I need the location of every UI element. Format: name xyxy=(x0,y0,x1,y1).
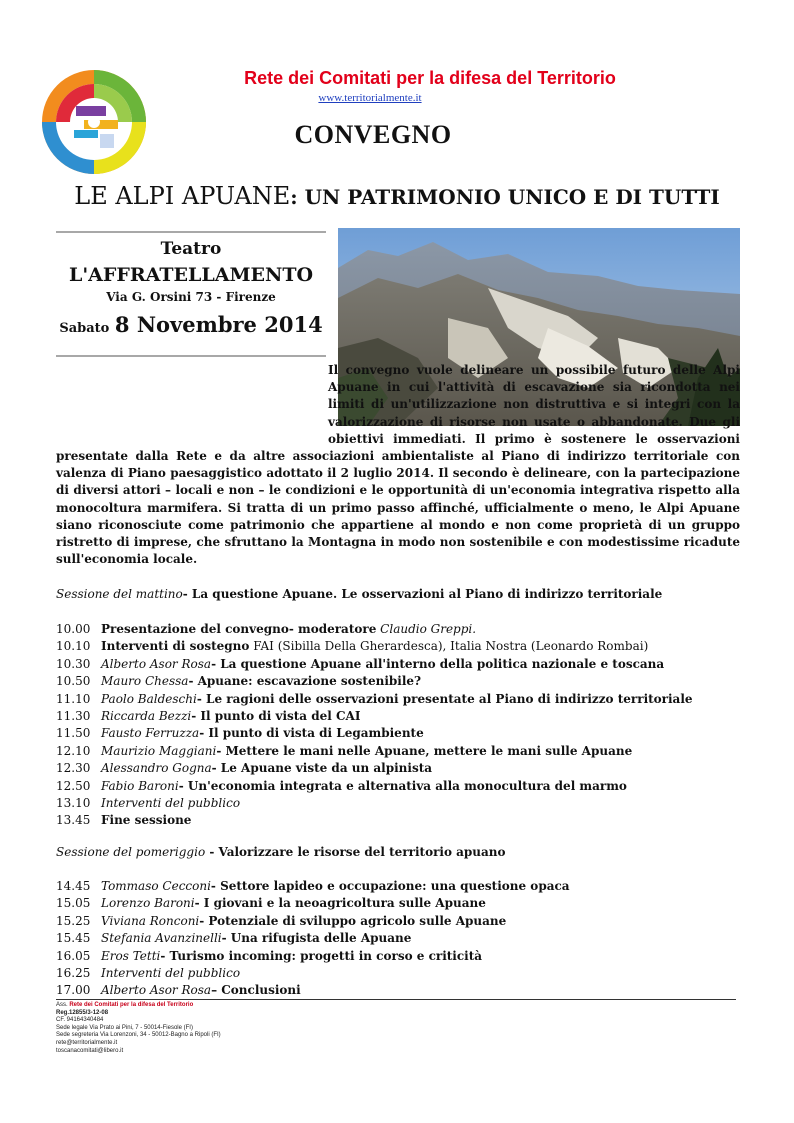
program-speaker: Fabio Baroni xyxy=(101,778,179,793)
event-date xyxy=(56,312,326,342)
program-title: - Una rifugista delle Apuane xyxy=(221,931,412,946)
program-title: Presentazione del convegno- moderatore xyxy=(101,622,377,636)
program-title: - Il punto di vista di Legambiente xyxy=(199,726,424,741)
divider-top xyxy=(56,231,326,233)
program-title: - Mettere le mani nelle Apuane, mettere le mani sulle Apuane xyxy=(216,743,633,758)
program-time: 12.30 xyxy=(56,761,91,776)
program-title: Fine sessione xyxy=(101,813,192,828)
morning-session-title: - La questione Apuane. Le osservazioni al Piano di indirizzo territoriale xyxy=(182,587,663,601)
program-speaker: FAI (Sibilla Della Gherardesca), Italia Nostra (Leonardo Rombai) xyxy=(253,639,649,654)
program-row xyxy=(56,965,756,982)
program-title: Interventi di sostegno xyxy=(101,639,250,654)
program-time: 17.00 xyxy=(56,983,91,998)
program-title: – Conclusioni xyxy=(211,983,301,998)
footer-registration: Reg.12855/3-12-08 xyxy=(56,1009,109,1016)
program-speaker: Alessandro Gogna xyxy=(101,761,212,776)
program-row xyxy=(56,778,756,795)
program-speaker: Interventi del pubblico xyxy=(101,966,241,981)
intro-paragraph xyxy=(56,362,740,568)
venue-line1: Teatro xyxy=(160,239,222,259)
footer-email-2[interactable]: toscanacomitati@libero.it xyxy=(56,1047,124,1054)
morning-session-header xyxy=(56,586,662,603)
program-title: - Le Apuane viste da un alpinista xyxy=(211,761,433,776)
program-row xyxy=(56,982,756,999)
program-row xyxy=(56,795,756,812)
program-speaker: Interventi del pubblico xyxy=(101,796,241,811)
program-time: 16.25 xyxy=(56,966,91,981)
program-title: - Settore lapideo e occupazione: una questione opaca xyxy=(210,879,570,893)
morning-session-label: Sessione del mattino xyxy=(56,587,183,601)
program-title: - Turismo incoming: progetti in corso e criticità xyxy=(160,948,483,963)
rete-logo xyxy=(36,62,156,182)
program-title: - I giovani e la neoagricoltura sulle Apuane xyxy=(194,896,486,911)
program-time: 15.45 xyxy=(56,931,91,946)
program-row xyxy=(56,948,756,965)
program-time: 15.25 xyxy=(56,913,91,928)
program-row xyxy=(56,878,756,895)
org-title: Rete dei Comitati per la difesa del Territorio xyxy=(244,68,616,88)
main-title-part2: : UN PATRIMONIO UNICO E DI TUTTI xyxy=(290,185,720,209)
program-speaker: Mauro Chessa xyxy=(101,674,189,689)
program-time: 10.00 xyxy=(56,622,91,636)
program-row xyxy=(56,930,756,947)
program-row xyxy=(56,812,756,829)
venue-address: Via G. Orsini 73 - Firenze xyxy=(106,290,276,304)
footer-cf: CF. 94164340484 xyxy=(56,1017,104,1024)
program-row xyxy=(56,691,756,708)
program-speaker: Stefania Avanzinelli xyxy=(101,931,222,946)
program-time: 11.30 xyxy=(56,709,91,724)
afternoon-session-label: Sessione del pomeriggio xyxy=(56,845,206,859)
afternoon-program xyxy=(56,878,756,1000)
program-row xyxy=(56,708,756,725)
program-time: 12.10 xyxy=(56,743,91,758)
main-title xyxy=(40,182,754,210)
venue-name: L'AFFRATELLAMENTO xyxy=(68,264,314,286)
divider-bottom xyxy=(56,355,326,357)
footer xyxy=(56,1002,221,1055)
program-row xyxy=(56,760,756,777)
venue-block xyxy=(56,238,326,342)
program-row xyxy=(56,656,756,673)
program-time: 14.45 xyxy=(56,879,91,893)
program-speaker: Claudio Greppi. xyxy=(380,622,477,636)
program-time: 10.50 xyxy=(56,674,91,689)
program-speaker: Fausto Ferruzza xyxy=(101,726,200,741)
program-speaker: Paolo Baldeschi xyxy=(101,691,197,706)
org-website-link[interactable]: www.territorialmente.it xyxy=(318,92,422,104)
footer-ass-name: Rete dei Comitati per la difesa del Territorio xyxy=(69,1002,194,1008)
intro-float-spacer xyxy=(56,362,328,432)
program-time: 11.10 xyxy=(56,691,91,706)
program-row xyxy=(56,638,756,655)
program-speaker: Viviana Ronconi xyxy=(101,913,200,928)
program-speaker: Riccarda Bezzi xyxy=(101,709,192,724)
program-speaker: Maurizio Maggiani xyxy=(101,743,217,758)
program-title: - Apuane: escavazione sostenibile? xyxy=(188,674,422,689)
program-time: 10.30 xyxy=(56,656,91,671)
event-type: CONVEGNO xyxy=(294,120,452,149)
afternoon-session-header xyxy=(56,844,506,861)
program-time: 13.10 xyxy=(56,796,91,811)
program-time: 15.05 xyxy=(56,896,91,911)
event-day: Sabato xyxy=(59,321,110,336)
program-title: - La questione Apuane all'interno della politica nazionale e toscana xyxy=(211,656,665,671)
program-row xyxy=(56,673,756,690)
program-row xyxy=(56,621,756,638)
footer-association xyxy=(56,1002,221,1010)
program-speaker: Alberto Asor Rosa xyxy=(101,656,212,671)
program-row xyxy=(56,725,756,742)
program-speaker: Eros Tetti xyxy=(101,948,161,963)
program-row xyxy=(56,913,756,930)
program-time: 16.05 xyxy=(56,948,91,963)
program-time: 13.45 xyxy=(56,813,91,828)
program-title: - Il punto di vista del CAI xyxy=(191,709,361,724)
program-title: - Un'economia integrata e alternativa alla monocultura del marmo xyxy=(178,778,627,793)
program-speaker: Tommaso Cecconi xyxy=(101,879,211,893)
footer-sede-segreteria: Sede segreteria Via Lorenzoni, 34 - 50012-Bagno a Ripoli (FI) xyxy=(56,1032,221,1039)
afternoon-session-title: - Valorizzare le risorse del territorio apuano xyxy=(205,845,506,859)
program-title: - Potenziale di sviluppo agricolo sulle Apuane xyxy=(199,913,507,928)
footer-ass-prefix: Ass. xyxy=(56,1002,70,1008)
program-row xyxy=(56,895,756,912)
program-time: 11.50 xyxy=(56,726,91,741)
event-date-value: 8 Novembre 2014 xyxy=(114,312,323,337)
program-row xyxy=(56,743,756,760)
footer-sede-legale: Sede legale Via Prato ai Pini, 7 - 50014-Fiesole (FI) xyxy=(56,1024,193,1031)
footer-email-1[interactable]: rete@territorialmente.it xyxy=(56,1039,118,1046)
program-time: 12.50 xyxy=(56,778,91,793)
intro-text: Il convegno vuole delineare un possibile futuro delle Alpi Apuane in cui l'attività di escavazione sia ricondotta nei limiti di un'utilizzazione non distruttiva e si integri con la valorizzazione di risorse non usate o abbandonate. Due gli obiettivi immediati. Il primo è sostenere le osservazioni presentate dalla Rete e da altre associazioni ambientaliste al Piano di indirizzo territoriale con valenza di Piano paesaggistico adottato il 2 luglio 2014. Il secondo è delineare, con la partecipazione di diversi attori – locali e non – le condizioni e le opportunità di un'economia integrativa rispetto alla monocoltura marmifera. Si tratta di un primo passo affinché, ufficialmente o meno, le Alpi Apuane siano riconosciute come patrimonio che appartiene al mondo e non come proprietà di un gruppo ristretto di imprese, che sfruttano la Montagna in modo non sostenibile e con modestissime ricadute sull'economia locale. xyxy=(56,363,740,567)
main-title-part1: LE ALPI APUANE xyxy=(74,182,291,210)
program-speaker: Alberto Asor Rosa xyxy=(101,983,212,998)
morning-program xyxy=(56,621,756,830)
program-speaker: Lorenzo Baroni xyxy=(101,896,195,911)
footer-divider xyxy=(56,999,736,1000)
program-time: 10.10 xyxy=(56,639,91,654)
program-title: - Le ragioni delle osservazioni presentate al Piano di indirizzo territoriale xyxy=(196,691,693,706)
